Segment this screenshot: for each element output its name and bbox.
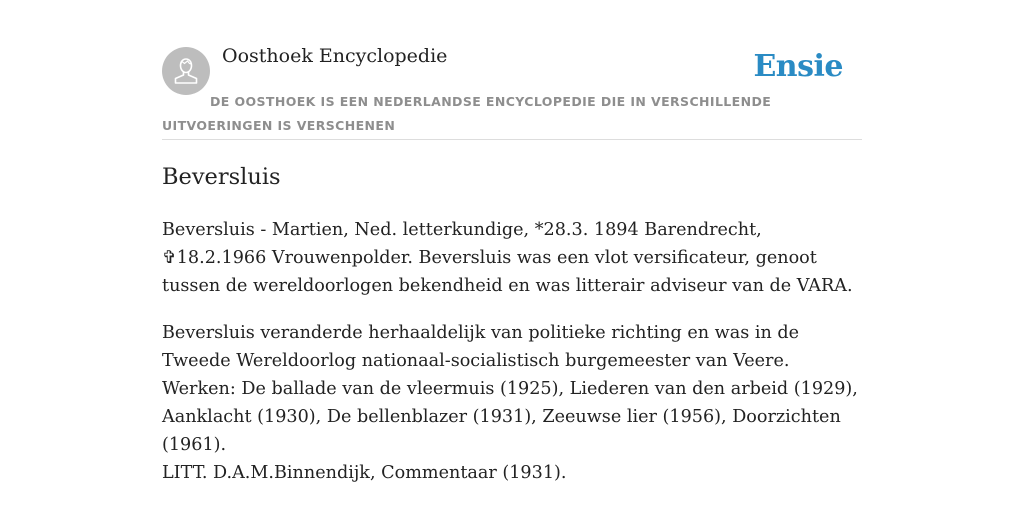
page-container — [162, 0, 862, 483]
source-header — [162, 0, 862, 140]
article-paragraph: Beversluis veranderde herhaaldelijk van politieke richting en was in de Tweede Wereldoorlog nationaal-socialistisch burgemeester van Veere. Werken: De ballade van de vleermuis (1925), Liederen van den arbeid (1929), Aanklacht (1930), De bellenblazer (1931), Zeeuwse lier (1956), Doorzichten (1961). — [162, 323, 858, 455]
source-avatar[interactable] — [162, 47, 210, 95]
article-paragraph: Beversluis - Martien, Ned. letterkundige, *28.3. 1894 Barendrecht, ✞18.2.1966 Vrouwenpolder. Beversluis was een vlot versificateur, genoot tussen de wereldoorlogen bekendheid en was litterair adviseur van de VARA. — [162, 220, 853, 296]
article-literature: LITT. D.A.M.Binnendijk, Commentaar (1931). — [162, 463, 567, 483]
source-tagline: DE OOSTHOEK IS EEN NEDERLANDSE ENCYCLOPEDIE DIE IN VERSCHILLENDE UITVOERINGEN IS VERSCHENEN — [162, 94, 772, 133]
article-title: Beversluis — [162, 164, 281, 190]
user-silhouette-icon — [173, 56, 199, 86]
brand-logo[interactable]: Ensie — [753, 49, 843, 84]
source-title[interactable]: Oosthoek Encyclopedie — [222, 45, 448, 67]
